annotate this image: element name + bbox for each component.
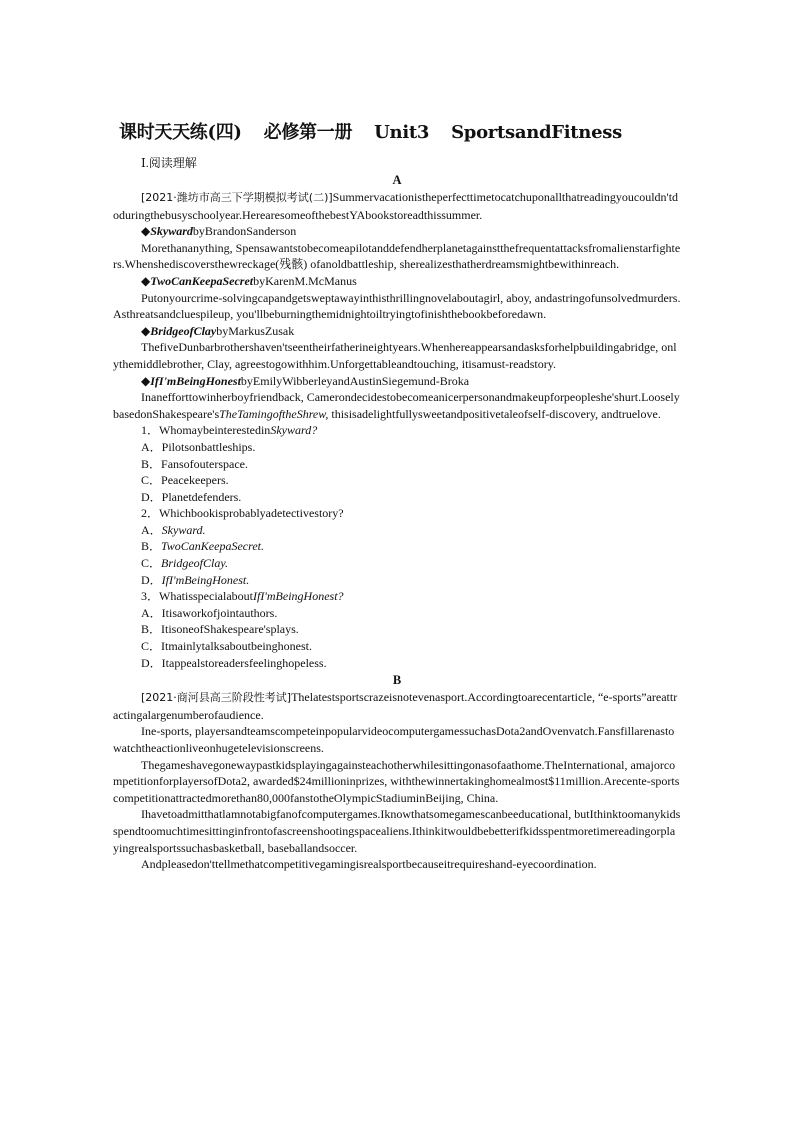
diamond-bullet-icon: ◆ <box>141 373 151 388</box>
answer-option[interactable] <box>113 638 681 655</box>
question-book-title: IfI'mBeingHonest? <box>252 589 344 604</box>
option-letter: C． <box>141 639 162 654</box>
title-book: 必修第一册 <box>263 122 353 143</box>
book-author: byMarkusZusak <box>216 323 295 338</box>
book-description: ThefiveDunbarbrothershaven'tseentheirfatherineightyears.Whenhereappearsandasksforhelpbuildingabridge, onlythemiddlebrother, Clay, agreestogowithhim.Unforgettableandtouching, itisamust-readstory. <box>113 340 677 371</box>
option-text: Itmainlytalksaboutbeinghonest. <box>161 639 312 654</box>
answer-option[interactable] <box>113 655 681 672</box>
option-letter: B． <box>141 622 162 637</box>
option-text: BridgeofClay. <box>161 556 229 571</box>
book-title: BridgeofClay <box>150 323 217 338</box>
passage-a-label: A <box>392 173 402 187</box>
answer-option[interactable] <box>113 439 681 456</box>
question-book-title: Skyward? <box>270 423 318 438</box>
option-letter: A． <box>141 605 162 620</box>
diamond-bullet-icon: ◆ <box>141 224 151 239</box>
title-topic: SportsandFitness <box>451 122 622 143</box>
question-stem <box>113 588 681 605</box>
option-letter: B． <box>141 539 162 554</box>
book-author: byEmilyWibberleyandAustinSiegemund-Broka <box>240 373 470 388</box>
answer-option[interactable] <box>113 621 681 638</box>
passage-b-paragraph: Ine-sports, playersandteamscompeteinpopularvideocomputergamessuchasDota2andOvenvatch.Fansfillarenastowatchtheactionliveonhugetelevisionscreens. <box>113 724 675 755</box>
answer-option[interactable] <box>113 538 681 555</box>
option-letter: C． <box>141 556 162 571</box>
answer-option[interactable] <box>113 605 681 622</box>
option-letter: D． <box>141 655 162 670</box>
option-letter: D． <box>141 572 162 587</box>
book-description: Putonyourcrime-solvingcapandgetsweptawayinthisthrillingnovelaboutagirl, aboy, andastringofunsolvedmurders.Asthreatsandcluespileup, you'llbeburningthemidnightoiltryingtofinishthebookbeforedawn. <box>113 290 681 322</box>
book-author: byBrandonSanderson <box>192 224 297 239</box>
question-number: 3． <box>141 589 160 604</box>
question-stem <box>113 505 681 522</box>
question-text: Whatisspecialabout <box>159 589 253 604</box>
passage-b-paragraph: Thegameshavegonewaypastkidsplayingagainsteachotherwhilesittingonasofaathome.TheInternational, amajorcompetitionforplayersofDota2, awarded$24millioninprizes, withthewinnertakinghomealmost$11million.Arecente-sportscompetitionattractedmorethan80,000fanstotheOlympicStadiuminBeijing, China. <box>113 757 680 805</box>
passage-a-source: [2021·潍坊市高三下学期模拟考试(二)] <box>141 191 333 204</box>
document-page <box>113 118 681 873</box>
book-title: TwoCanKeepaSecret <box>150 273 254 288</box>
option-text: ItisoneofShakespeare'splays. <box>161 622 299 637</box>
book-heading <box>113 323 681 340</box>
option-letter: C． <box>141 473 162 488</box>
passage-a-intro <box>113 189 681 223</box>
answer-option[interactable] <box>113 472 681 489</box>
option-text: Skyward. <box>161 522 206 537</box>
book-description-text: thisisadelightfullysweetandpositivetaleofself-discovery, andtruelove. <box>328 406 661 421</box>
option-text: Pilotsonbattleships. <box>161 439 256 454</box>
option-letter: A． <box>141 439 162 454</box>
section-heading: Ⅰ.阅读理解 <box>141 156 197 170</box>
question-text: Whomaybeinterestedin <box>159 423 271 438</box>
option-text: Fansofouterspace. <box>161 456 248 471</box>
passage-b-paragraph: Ihavetoadmitthatlamnotabigfanofcomputergames.Iknowthatsomegamescanbeeducational, butIthinktoomanykidsspendtoomuchtimesittinginfrontofascreenshootingspacealiens.Ithinkitwouldbebetterifkidsspentmoretimereadingorplayingrealsportssuchasbasketball, baseballandsoccer. <box>113 807 681 855</box>
diamond-bullet-icon: ◆ <box>141 273 151 288</box>
option-text: Peacekeepers. <box>161 473 229 488</box>
passage-b-label: B <box>392 673 402 688</box>
option-text: TwoCanKeepaSecret. <box>161 539 264 554</box>
title-unit: Unit3 <box>374 122 430 143</box>
title-course: 课时天天练(四) <box>119 122 242 143</box>
passage-b-paragraph: Andpleasedon'ttellmethatcompetitivegamingisrealsportbecauseitrequireshand-eyecoordination. <box>141 857 597 872</box>
paragraph-text: Thelatestsportscrazeisnotevenasport.Accordingtoarecentarticle, “e-sports”areattractingalargenumberofaudience. <box>113 690 678 722</box>
option-text: Itisaworkofjointauthors. <box>161 605 278 620</box>
option-text: Planetdefenders. <box>161 489 242 504</box>
book-author: byKarenM.McManus <box>253 273 357 288</box>
option-letter: D． <box>141 489 162 504</box>
book-description-text: Inanefforttowinherboyfriendback, Camerondecidestobecomeanicerpersonandmakeupforpeopleshe'shurt.LooselybasedonShakespeare's <box>113 390 680 421</box>
passage-b-paragraph <box>113 689 681 723</box>
book-heading <box>113 223 681 240</box>
document-title <box>119 118 681 144</box>
book-description <box>113 389 681 422</box>
question-stem <box>113 422 681 439</box>
option-text: Itappealstoreadersfeelinghopeless. <box>161 655 327 670</box>
answer-option[interactable] <box>113 572 681 589</box>
option-letter: B． <box>141 456 162 471</box>
diamond-bullet-icon: ◆ <box>141 323 151 338</box>
question-text: Whichbookisprobablyadetectivestory? <box>159 506 344 521</box>
question-number: 1． <box>141 423 160 438</box>
answer-option[interactable] <box>113 489 681 506</box>
passage-a-intro-text: Summervacationistheperfecttimetocatchuponallthatreadingyoucouldn'tdoduringthebusyschoolyear.HerearesomeofthebestYAbookstoreadthissummer. <box>113 190 679 222</box>
answer-option[interactable] <box>113 522 681 539</box>
question-number: 2． <box>141 506 160 521</box>
passage-b-source: [2021·商河县高三阶段性考试] <box>141 691 292 705</box>
answer-option[interactable] <box>113 456 681 473</box>
book-title: Skyward <box>150 224 193 239</box>
book-title: IfI'mBeingHonest <box>150 373 241 388</box>
book-heading <box>113 373 681 390</box>
book-heading <box>113 273 681 290</box>
option-letter: A． <box>141 522 162 537</box>
option-text: IfI'mBeingHonest. <box>161 572 250 587</box>
book-description: Morethananything, Spensawantstobecomeapilotanddefendherplanetagainstthefrequentattacksfromalienstarfighters.Whenshediscoversthewreckage(残骸) ofanoldbattleship, sherealizesthatherdreamsmightbewithinreach. <box>113 240 681 272</box>
play-title: TheTamingoftheShrew, <box>219 406 329 421</box>
answer-option[interactable] <box>113 555 681 572</box>
